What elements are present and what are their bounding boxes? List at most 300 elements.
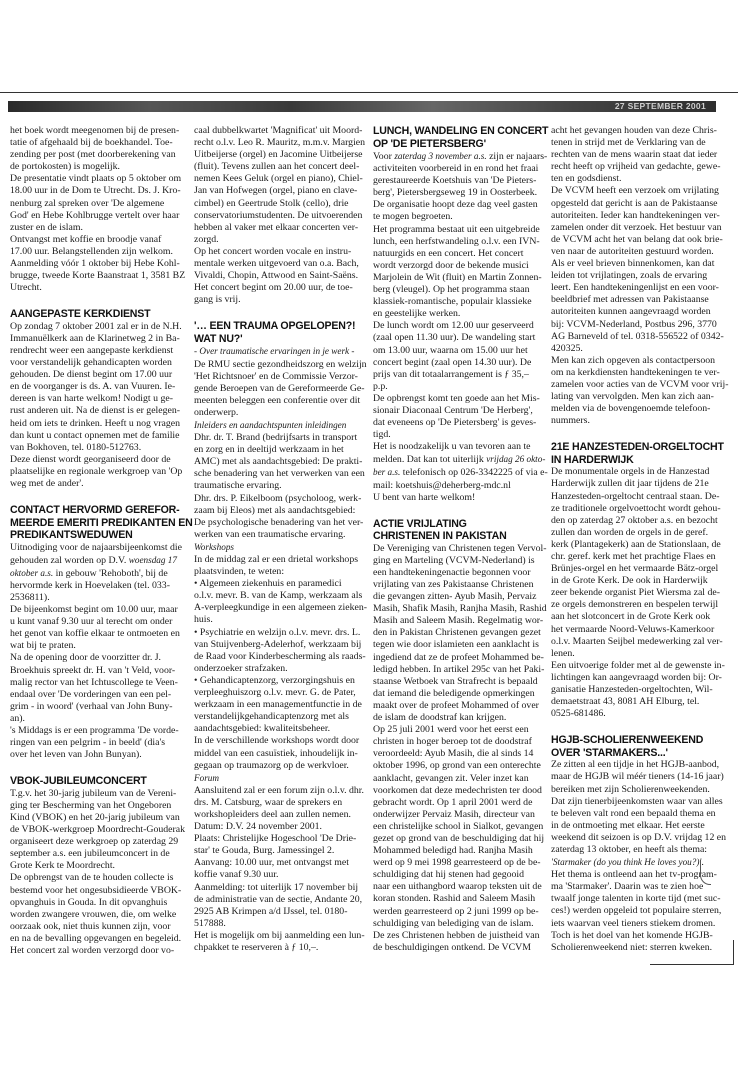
text-line: koffie vanaf 9.30 uur. xyxy=(194,869,279,881)
text-line: gezet op grond van de beschuldiging dat hij xyxy=(373,832,545,844)
text-line: weg met de ander'. xyxy=(10,478,84,490)
italic-text: Forum xyxy=(194,772,220,783)
article-heading xyxy=(373,125,549,150)
text-line: In de verschillende workshops wordt door xyxy=(194,735,360,747)
text-line: Ontvangst met koffie en broodje vanaf xyxy=(10,233,162,245)
text-line: het boek wordt meegenomen bij de presen- xyxy=(10,125,180,136)
italic-text: - Over traumatische ervaringen in je werk - xyxy=(194,346,355,357)
text-line: God' en Hebe Kohlbrugge vertelt over haar xyxy=(10,209,180,221)
text-line: autoriteiten kunnen aangevraagd worden xyxy=(551,306,711,318)
heading-line: AANGEPASTE KERKDIENST xyxy=(10,308,151,321)
heading-line: PREDIKANTSWEDUWEN xyxy=(10,529,133,542)
italic-text: woensdag 17 xyxy=(128,554,177,565)
text-line: leert. Een handtekeningenlijst en een voor- xyxy=(551,282,719,294)
text-line: ber a.s. telefonisch op 026-3342225 of via e- xyxy=(373,467,548,479)
paragraph xyxy=(194,857,370,881)
text-line: Broekhuis spreekt dr. H. van 't Veld, voor- xyxy=(10,664,176,676)
text-line: ganisatie Hanzesteden-orgeltochten, Wil- xyxy=(551,684,713,696)
text-line: lunch, een herfstwandeling o.l.v. een IVN- xyxy=(373,235,540,247)
text-line: star' te Gouda, Burg. Jamessingel 2. xyxy=(194,845,335,857)
text-line: ging ter Bescherming van het Ongeboren xyxy=(10,799,172,811)
paragraph xyxy=(10,652,186,725)
paragraph xyxy=(10,173,186,233)
heading-line: ACTIE VRIJLATING xyxy=(373,517,467,530)
text-line: Aanvang: 10.00 uur, met ontvangst met xyxy=(194,857,349,869)
paragraph xyxy=(373,224,549,321)
text-line: den in Pakistan Christenen gevangen gezet xyxy=(373,627,541,639)
text-line: AMC) met als aandachtsgebied: De prakti- xyxy=(194,456,363,468)
text-line: opvanghuis in Gouda. In dit opvanghuis xyxy=(10,896,168,908)
text-line: u kunt vanaf 9.30 uur al terecht om onder xyxy=(10,616,173,628)
text-line: aanklacht, gevangen zit. Veler inzet kan xyxy=(373,772,529,784)
paragraph xyxy=(10,542,186,604)
italic-text: oktober a.s. xyxy=(10,567,54,578)
text-line: Deze dienst wordt georganiseerd door de xyxy=(10,453,171,465)
column-3 xyxy=(373,125,549,954)
paragraph xyxy=(10,788,186,873)
text-line: Grote Kerk te Moordrecht. xyxy=(10,860,116,872)
text-line: dan kunt u contact opnemen met de familie xyxy=(10,429,180,441)
article-heading xyxy=(373,518,549,543)
text-line: over het leven van John Bunyan). xyxy=(10,749,142,761)
text-line: nemen Kees Geluk (orgel en piano), Chiel- xyxy=(194,173,363,185)
text-line: vrijlating van zes Pakistaanse Christenen xyxy=(373,579,534,590)
text-line: hebben al vaker met elkaar concerten ver- xyxy=(194,221,359,233)
text-line: (fluit). Tevens zullen aan het concert deel- xyxy=(194,161,360,173)
text-line: Uitbeijerse (orgel) en Jacomine Uitbeijerse xyxy=(194,149,363,161)
text-line: het genot van koffie elkaar te ontmoeten en xyxy=(10,628,180,640)
text-line: Datum: D.V. 24 november 2001. xyxy=(194,821,322,833)
text-line: ringen van een pelgrim - in beeld' (dia's xyxy=(10,737,166,749)
text-line: tatie of afgehaald bij de boekhandel. Toe- xyxy=(10,137,173,149)
text-line: dereen is van harte welkom! Nodigt u ge- xyxy=(10,393,173,405)
text-line: heid om iets te drinken. Heeft u nog vragen xyxy=(10,417,181,429)
text-line: de Raad voor Kinderbescherming als raads- xyxy=(194,650,366,662)
text-line: om na kerkdiensten handtekeningen te ver- xyxy=(551,366,720,378)
text-line: in de ontmoeting met elkaar. Het eerste xyxy=(551,819,705,831)
text-line: Vivaldi, Chopin, Attwood en Saint-Saëns. xyxy=(194,270,359,282)
text-line: de portokosten) is mogelijk. xyxy=(10,161,120,173)
text-line xyxy=(194,541,370,554)
text-line: Een uitvoerige folder met al de gewenste in- xyxy=(551,659,725,671)
paragraph xyxy=(194,833,370,857)
text-line: verpleeghuiszorg o.l.v. mevr. G. de Pater, xyxy=(194,687,356,699)
paragraph xyxy=(373,150,549,224)
paragraph xyxy=(194,578,370,626)
text-line xyxy=(194,419,370,432)
paragraph xyxy=(194,675,370,735)
text-line: In de middag zal er een drietal workshops xyxy=(194,554,359,565)
paragraph xyxy=(551,869,727,954)
text-line: Op het concert worden vocale en instru- xyxy=(194,245,352,257)
text-line: 17.00 uur. Belangstellenden zijn welkom. xyxy=(10,245,173,257)
paragraph xyxy=(551,660,727,720)
text-line: grim - in woord' (verhaal van John Buny- xyxy=(10,700,173,712)
paragraph xyxy=(194,882,370,930)
text-line: AG Barneveld of tel. 0318-556522 of 0342- xyxy=(551,330,724,342)
text-line: bereiken met zijn Scholierenweekenden. xyxy=(551,783,710,795)
text-line: autoriteiten. Ieder kan handtekeningen ver- xyxy=(551,209,720,221)
text-line: A-verpleegkundige in een algemeen zieken- xyxy=(194,602,367,614)
text-line: verstandelijkgehandicaptenzorg met als xyxy=(194,711,349,723)
text-line: ces!) werden opgeleid tot populaire sterren, xyxy=(551,905,722,917)
text-line: en geestelijke werken. xyxy=(373,308,461,320)
text-line: (zaal open 11.30 uur). De wandeling start xyxy=(373,332,536,344)
italic-text: 'Starmaker (do you think He loves you?)' xyxy=(551,857,702,868)
text-line: Scholierenweekend niet: sterren kweken. xyxy=(551,941,713,953)
text-line: lating van vervolgden. Men kan zich aan- xyxy=(551,391,714,403)
text-line: De VCVM heeft een verzoek om vrijlating xyxy=(551,185,719,197)
text-line: weekend dit seizoen is op D.V. vrijdag 12 en xyxy=(551,831,727,843)
text-line: iets waarvan veel tieners stiekem dromen. xyxy=(551,917,716,929)
text-line: Utrecht. xyxy=(10,282,42,294)
text-line: concert begint (zaal open 14.30 uur). De xyxy=(373,356,532,368)
paragraph xyxy=(194,419,370,493)
text-line: zorgd. xyxy=(194,233,219,245)
text-line: Aansluitend zal er een forum zijn o.l.v. dhr. xyxy=(194,784,364,796)
text-line: voorkomen dat deze medechristen ter dood xyxy=(373,784,542,796)
text-line: organiseert deze werkgroep op zaterdag 29 xyxy=(10,836,179,848)
text-line: werkzaam in een managementfunctie in de xyxy=(194,699,362,711)
text-line: zamelen onder dit verzoek. Het bestuur van xyxy=(551,221,722,233)
text-line: mail: koetshuis@deherberg-mdc.nl xyxy=(373,479,511,491)
crop-mark-vertical xyxy=(733,940,734,965)
text-line: en de voorganger is ds. A. van Vuuren. Ie- xyxy=(10,381,176,393)
text-line: gerestaureerde Koetshuis van 'De Pieters- xyxy=(373,175,537,187)
text-line: zamelen voor acties van de VCVM voor vrij- xyxy=(551,378,729,390)
text-line: Het concert begint om 20.00 uur, de toe- xyxy=(194,282,353,294)
paragraph xyxy=(10,234,186,294)
text-line: christen in hoger beroep tot de doodstraf xyxy=(373,736,532,748)
heading-line: OVER 'STARMAKERS...' xyxy=(551,746,668,759)
italic-text: Inleiders en aandachtspunten inleidingen xyxy=(194,419,347,430)
text-line: natuurgids en een concert. Het concert xyxy=(373,247,524,259)
paragraph xyxy=(373,320,549,393)
text-line: dat iemand die beledigende opmerkingen xyxy=(373,687,535,699)
text-line: Toch is het doel van het komende HGJB- xyxy=(551,929,713,941)
text-line: gebracht wordt. Op 1 april 2001 werd de xyxy=(373,796,533,808)
text-line: te mogen begroeten. xyxy=(373,211,453,223)
text-line: Mohammed beledigd had. Ranjha Masih xyxy=(373,845,533,857)
text-line: en na de bevalling opgevangen en begeleid. xyxy=(10,932,182,944)
text-line: berg (vleugel). Op het programma staan xyxy=(373,284,530,296)
text-line: o.l.v. mevr. B. van de Kamp, werkzaam als xyxy=(194,590,363,602)
text-line: te beleven valt rond een bepaald thema en xyxy=(551,807,716,819)
text-line: zaam bij Eleos) met als aandachtsgebied: xyxy=(194,504,356,516)
text-line: ingediend dat ze de profeet Mohammed be- xyxy=(373,651,544,663)
text-line: middel van een casuïstiek, inhoudelijk in- xyxy=(194,747,358,759)
paragraph xyxy=(10,725,186,761)
text-line: gehouden. De dienst begint om 17.00 uur xyxy=(10,369,173,381)
text-line: De bijeenkomst begint om 10.00 uur, maar xyxy=(10,604,178,616)
paragraph xyxy=(194,821,370,833)
text-line: schuldiging dat hij stenen had gegooid xyxy=(373,869,525,881)
paragraph xyxy=(194,541,370,578)
text-line: worden zwangere vrouwen, die, om welke xyxy=(10,908,177,920)
italic-text: zaterdag 3 november a.s. xyxy=(394,151,487,161)
text-line: De presentatie vindt plaats op 5 oktober om xyxy=(10,173,182,185)
paragraph xyxy=(194,493,370,541)
text-line: nenburg zal spreken over 'De algemene xyxy=(10,197,165,209)
text-line: De lunch wordt om 12.00 uur geserveerd xyxy=(373,320,534,332)
paragraph xyxy=(10,872,186,957)
text-line: rechten van de mens waarin staat dat ieder xyxy=(551,149,718,161)
paragraph xyxy=(373,441,549,503)
text-line: recht heeft op vrijheid van gedachte, gewe- xyxy=(551,161,721,173)
text-line: • Algemeen ziekenhuis en paramedici xyxy=(194,578,342,590)
text-line: oorzaak ook, niet thuis kunnen zijn, voor xyxy=(10,920,171,932)
heading-line: HGJB-SCHOLIERENWEEKEND xyxy=(551,734,704,747)
text-line: De opbrengst van de te houden collecte is xyxy=(10,872,174,884)
text-line: Dat zijn tienerbijeenkomsten waar van alles xyxy=(551,795,723,807)
text-line: ze traditionele orgelvoettocht wordt gehou- xyxy=(551,502,721,514)
text-line: brugge, tweede Korte Baanstraat 1, 3581 BZ xyxy=(10,270,186,282)
text-line: acht het gevangen houden van deze Chris- xyxy=(551,125,717,136)
text-line: 2536811). xyxy=(10,592,50,603)
paragraph xyxy=(194,735,370,771)
text-line: berg', Pietersbergseweg 19 in Oosterbeek. xyxy=(373,187,538,199)
text-line: Na de opening door de voorzitter dr. J. xyxy=(10,652,161,664)
header-bar xyxy=(8,101,716,112)
text-line: om 13.00 uur, waarna om 15.00 uur het xyxy=(373,344,528,356)
text-line: lenen. xyxy=(551,647,575,659)
heading-line: WAT NU?' xyxy=(194,332,243,345)
text-line: hervormde kerk in Hoevelaken (tel. 033- xyxy=(10,579,170,591)
article-heading xyxy=(551,734,727,759)
text-line: caal dubbelkwartet 'Magnificat' uit Moord- xyxy=(194,125,363,136)
column-1 xyxy=(10,125,193,957)
text-line: sionair Diaconaal Centrum 'De Herberg', xyxy=(373,404,533,416)
text-line: Plaats: Christelijke Hogeschool 'De Drie- xyxy=(194,833,357,845)
text-line: bestemd voor het ongesubsidieerde VBOK- xyxy=(10,884,182,896)
text-line: Het thema is ontleend aan het tv-program- xyxy=(551,869,717,881)
text-line: van Stuijvenberg-Adelerhof, werkzaam bij xyxy=(194,638,362,650)
text-line: p.p. xyxy=(373,380,388,392)
text-line: werken van een traumatische ervaring. xyxy=(194,528,346,540)
text-line: dat eveneens op 'De Pietersberg' is geves- xyxy=(373,417,537,429)
text-line: Brünjes-orgel en het vermaarde Bätz-orgel xyxy=(551,563,719,575)
text-line: De zes Christenen hebben de juistheid van xyxy=(373,929,540,941)
text-line: ze orgels demonstreren en bespelen terwijl xyxy=(551,599,719,611)
column-2 xyxy=(194,125,370,954)
text-line: lichtingen kan aangevraagd worden bij: Or- xyxy=(551,671,722,683)
text-line: sche benadering van het verwerken van een xyxy=(194,468,365,480)
text-line: Aanmelding: tot uiterlijk 17 november bij xyxy=(194,881,359,893)
paragraph xyxy=(10,454,186,490)
text-line: kerk (Plantagekerk) aan de Stationslaan, de xyxy=(551,538,721,550)
top-rule xyxy=(0,92,738,93)
article-heading xyxy=(10,775,186,788)
text-line: De psychologische benadering van het ver- xyxy=(194,516,364,528)
heading-line: IN HARDERWIJK xyxy=(551,453,634,466)
text-line: maar de HGJB wil méér tieners (14-16 jaar) xyxy=(551,771,724,783)
text-line: maakt over de profeet Mohammed of over xyxy=(373,699,539,711)
heading-line: 21E HANZESTEDEN-ORGELTOCHT xyxy=(551,441,724,454)
text-line: Het is noodzakelijk u van tevoren aan te xyxy=(373,441,531,453)
text-line: De opbrengst komt ten goede aan het Mis- xyxy=(373,392,540,404)
text-line: werden gearresteerd op 2 juni 1999 op be- xyxy=(373,905,539,917)
text-line: 18.00 uur in de Dom te Utrecht. Ds. J. Kro- xyxy=(10,185,181,197)
text-line: Kind (VBOK) en het 20-jarig jubileum van xyxy=(10,812,180,823)
text-line: Het concert zal worden verzorgd door vo- xyxy=(10,945,175,957)
text-line: meenten beleggen een conferentie over dit xyxy=(194,394,361,406)
text-line: malig rector van het Ichtuscollege te Veen- xyxy=(10,676,178,688)
italic-text: Workshops xyxy=(194,541,234,552)
text-line: recht o.l.v. Leo R. Mauritz, m.m.v. Margien xyxy=(194,137,366,149)
text-line: conservatoriumstudenten. De uitvoerenden xyxy=(194,209,363,221)
text-line: tegen wie door islamieten een aanklacht is xyxy=(373,639,539,651)
text-line: plaatsvinden, te weten: xyxy=(194,566,285,578)
text-line: zuster en de islam. xyxy=(10,221,83,233)
text-line: de VBOK-werkgroep Moordrecht-Gouderak xyxy=(10,824,186,836)
text-line: Hanzesteden-orgeltocht centraal staan. De- xyxy=(551,490,720,502)
text-line: Masih, Shafik Masih, Ranjha Masih, Rashid xyxy=(373,603,547,615)
text-line: tigd. xyxy=(373,429,391,441)
text-line: gegaan op traumazorg op de werkvloer. xyxy=(194,759,349,771)
issue-date: 27 SEPTEMBER 2001 xyxy=(614,101,706,111)
text-line: onderzoeker strafzaken. xyxy=(194,662,288,674)
paragraph xyxy=(551,466,727,660)
paragraph xyxy=(551,125,727,185)
text-line: ven naar de autoriteiten gestuurd worden. xyxy=(551,245,714,257)
paragraph xyxy=(551,759,727,869)
text-line: de VCVM acht het van belang dat ook brie- xyxy=(551,233,723,245)
text-line: beeldbrief met adressen van Pakistaanse xyxy=(551,294,709,306)
text-line: chr. geref. kerk met het prachtige Flaes en xyxy=(551,551,716,562)
text-line: workshopleiders deel aan zullen nemen. xyxy=(194,808,351,820)
paragraph xyxy=(373,930,549,954)
paragraph xyxy=(373,724,549,930)
margin-mark xyxy=(700,860,711,885)
text-line: 2925 AB Krimpen a/d IJssel, tel. 0180- xyxy=(194,905,348,917)
text-line: • Psychiatrie en welzijn o.l.v. mevr. drs. L. xyxy=(194,626,361,638)
text-line: staanse Wetboek van Strafrecht is bepaald xyxy=(373,675,538,687)
text-line: Het programma bestaat uit een uitgebreide xyxy=(373,223,540,235)
text-line xyxy=(194,345,370,358)
italic-text: vrijdag 26 okto- xyxy=(486,454,546,465)
article-heading xyxy=(194,320,370,345)
text-line: zullen dan worden de orgels in de geref. xyxy=(551,526,709,538)
paragraph xyxy=(194,930,370,954)
text-line: voor verstandelijk gehandicapten worden xyxy=(10,357,172,369)
paragraph xyxy=(194,627,370,675)
text-line: onderwerp. xyxy=(194,406,239,418)
text-line: U bent van harte welkom! xyxy=(373,491,476,503)
text-line: ma 'Starmaker'. Daarin was te zien hoe xyxy=(551,881,704,893)
text-line: endaal over 'De vorderingen van een pel- xyxy=(10,688,172,700)
text-line: 0525-681486. xyxy=(551,708,606,720)
text-line: Op 25 juli 2001 werd voor het eerst een xyxy=(373,724,529,736)
text-line: gehouden zal worden op D.V. woensdag 17 xyxy=(10,554,177,566)
column-4 xyxy=(551,125,727,954)
paragraph xyxy=(10,125,186,173)
paragraph xyxy=(10,604,186,652)
text-line: leiden tot vrijlatingen, zoals de ervaring xyxy=(551,270,708,282)
heading-line: '… EEN TRAUMA OPGELOPEN?! xyxy=(194,320,356,333)
text-line: ten en godsdienst. xyxy=(551,173,622,185)
text-line: Uitnodiging voor de najaarsbijeenkomst die xyxy=(10,541,182,553)
text-line: Marjolein de Wit (fluit) en Martin Zonnen- xyxy=(373,271,542,283)
text-line: 'Starmaker (do you think He loves you?)'. xyxy=(551,857,704,869)
text-line: tenen in strijd met de Verklaring van de xyxy=(551,137,706,149)
text-line: van Bokhoven, tel. 0180-512763. xyxy=(10,441,142,453)
text-line: o.l.v. Maarten Seijbel medewerking zal ver- xyxy=(551,635,723,647)
text-line: nummers. xyxy=(551,415,590,427)
text-line: Als er veel brieven binnenkomen, kan dat xyxy=(551,258,715,270)
text-line: Het is mogelijk om bij aanmelding een lun- xyxy=(194,929,365,941)
text-line: koran stonden. Rashid and Saleem Masih xyxy=(373,893,536,905)
text-line: de islam de doodstraf kan krijgen. xyxy=(373,712,507,724)
heading-line: CONTACT HERVORMD GEREFOR- xyxy=(10,504,180,517)
text-line: gang is vrij. xyxy=(194,294,241,306)
text-line: een christelijke school in Sialkot, gevangen xyxy=(373,820,544,832)
text-line: cimbel) en Geertrude Stolk (cello), drie xyxy=(194,197,349,209)
text-line: de administratie van de sectie, Andante 20, xyxy=(194,893,363,905)
text-line: demaetstraat 43, 8081 AH Elburg, tel. xyxy=(551,696,700,708)
text-line: zeer bekende organist Piet Wiersma zal de- xyxy=(551,587,720,599)
text-line: an). xyxy=(10,712,25,724)
text-line: naar een uithangbord waarop teksten uit de xyxy=(373,881,542,893)
text-line: oktober a.s. in gebouw 'Rehoboth', bij de xyxy=(10,567,168,579)
text-line: De Vereniging van Christenen tegen Vervol- xyxy=(373,542,547,554)
text-line: klassiek-romantische, populair klassieke xyxy=(373,296,532,308)
text-line xyxy=(194,772,370,785)
article-heading xyxy=(551,441,727,466)
paragraph xyxy=(194,246,370,306)
text-line: Harderwijk zullen dit jaar tijdens de 21e xyxy=(551,478,709,490)
article-heading xyxy=(10,308,186,321)
text-line: 'Het Richtsnoer' en de Commissie Verzor- xyxy=(194,370,358,382)
text-line: drs. M. Catsburg, waar de sprekers en xyxy=(194,796,343,808)
text-line: T.g.v. het 30-jarig jubileum van de Vereni- xyxy=(10,787,177,799)
text-line: den op zaterdag 27 oktober a.s. en bezocht xyxy=(551,514,718,526)
paragraph xyxy=(194,772,370,821)
text-line: melden. Dat kan tot uiterlijk vrijdag 26 okto- xyxy=(373,454,546,466)
paragraph xyxy=(373,393,549,441)
text-line: die gevangen zitten- Ayub Masih, Pervaiz xyxy=(373,591,537,603)
text-line: een handtekeningenactie begonnen voor xyxy=(373,566,531,578)
text-line: 517888. xyxy=(194,917,226,929)
text-line: veroordeeld: Ayub Masih, die al sinds 14 xyxy=(373,748,534,760)
text-line: Dhr. drs. P. Eikelboom (psycholoog, werk- xyxy=(194,492,362,504)
paragraph xyxy=(551,355,727,428)
heading-line: MEERDE EMERITI PREDIKANTEN EN xyxy=(10,516,193,529)
text-line: gende Beroepen van de Gereformeerde Ge- xyxy=(194,382,365,394)
text-line: het vermaarde Noord-Veluws-Kamerkoor xyxy=(551,623,715,635)
paragraph xyxy=(194,345,370,419)
text-line: zending per post (met doorberekening van xyxy=(10,149,176,161)
text-line: ledigd hebben. In artikel 295c van het Paki- xyxy=(373,663,545,675)
text-line: activiteiten voorbereid in en rond het fraai xyxy=(373,163,539,175)
text-line: De organisatie hoopt deze dag veel gasten xyxy=(373,199,538,211)
paragraph xyxy=(551,185,727,354)
text-line: 420325. xyxy=(551,342,583,354)
text-line: aan het slotconcert in de Grote Kerk ook xyxy=(551,611,711,623)
text-line: De RMU sectie gezondheidszorg en welzijn xyxy=(194,358,367,370)
text-line: Jan van Hofwegen (orgel, piano en clave- xyxy=(194,185,358,197)
text-line: Ze zitten al een tijdje in het HGJB-aanbod, xyxy=(551,759,720,771)
text-line: Immanuëlkerk aan de Klarinetweg 2 in Ba- xyxy=(10,332,180,344)
text-line: rendrecht weer een aangepaste kerkdienst xyxy=(10,345,174,356)
article-heading xyxy=(10,504,193,542)
text-line: Voor zaterdag 3 november a.s. zijn er najaars- xyxy=(373,151,548,162)
paragraph xyxy=(373,543,549,724)
text-line: september a.s. een jubileumconcert in de xyxy=(10,848,170,860)
text-line: aandachtsgebied: kwaliteitsbeheer. xyxy=(194,723,331,735)
heading-line: OP 'DE PIETERSBERG' xyxy=(373,137,486,150)
text-line: Aanmelding vóór 1 oktober bij Hebe Kohl- xyxy=(10,258,180,270)
heading-line: VBOK-JUBILEUMCONCERT xyxy=(10,775,147,788)
